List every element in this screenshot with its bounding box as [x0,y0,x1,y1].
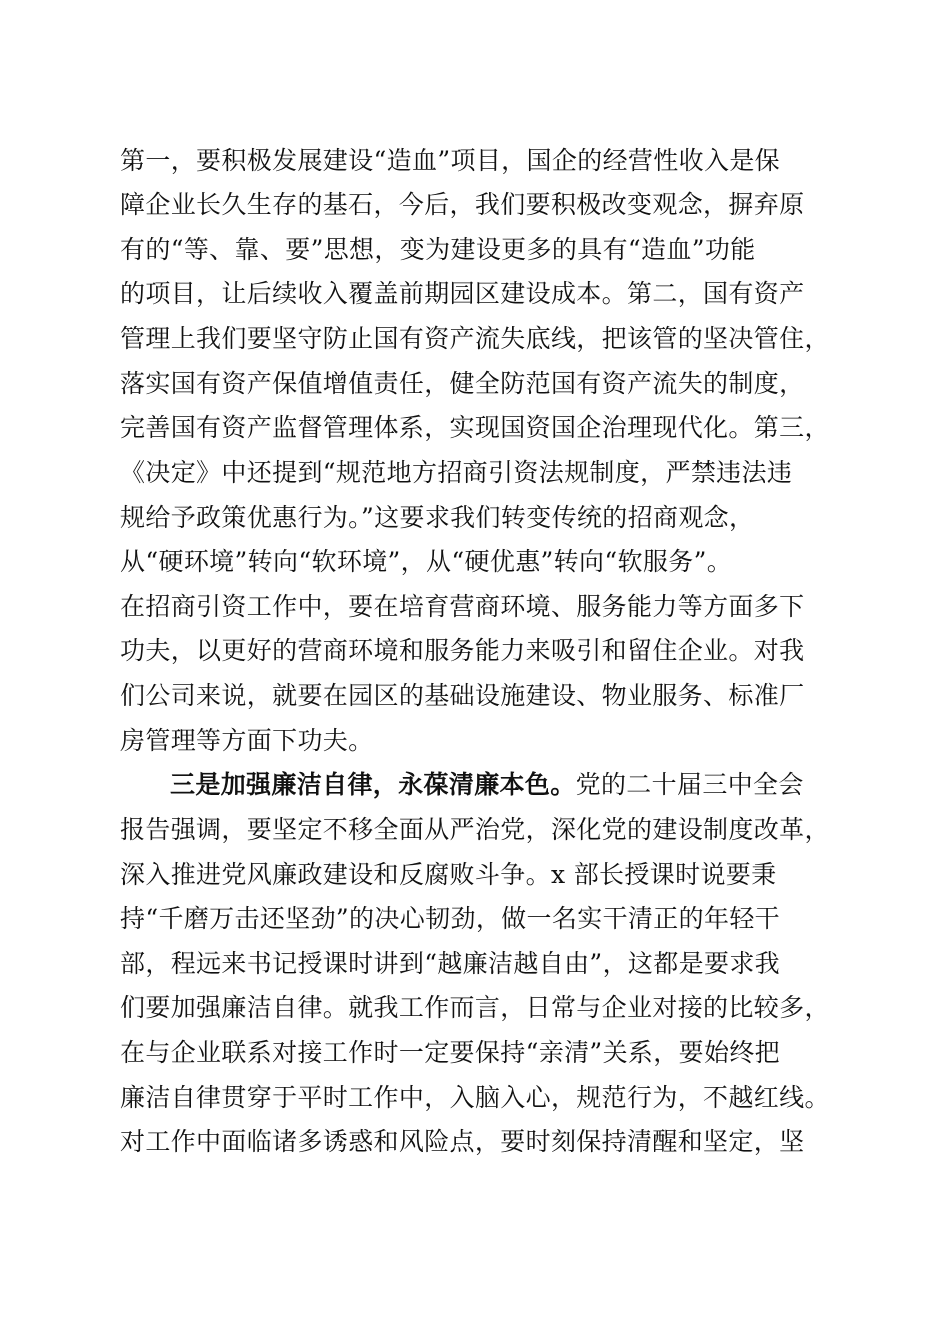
paragraph-2-line-2: 报告强调，要坚定不移全面从严治党，深化党的建设制度改革， [120,815,830,844]
paragraph-2-line-1 [170,767,832,803]
paragraph-1-line-13: 们公司来说，就要在园区的基础设施建设、物业服务、标准厂 [120,681,805,710]
paragraph-1-line-4: 的项目，让后续收入覆盖前期园区建设成本。第二，国有资产 [120,279,805,308]
paragraph-1-line-8: 《决定》中还提到“规范地方招商引资法规制度，严禁违法违 [120,458,793,487]
paragraph-1-line-9: 规给予政策优惠行为。”这要求我们转变传统的招商观念， [120,503,755,532]
paragraph-1-line-10: 从“硬环境”转向“软环境”，从“硬优惠”转向“软服务”。 [120,547,733,576]
paragraph-1-line-1: 第一，要积极发展建设“造血”项目，国企的经营性收入是保 [120,146,781,175]
paragraph-1-line-6: 落实国有资产保值增值责任，健全防范国有资产流失的制度， [120,369,805,398]
paragraph-2-line-3: 深入推进党风廉政建设和反腐败斗争。x 部长授课时说要秉 [120,860,777,889]
paragraph-1-line-14: 房管理等方面下功夫。 [120,726,374,755]
paragraph-1-line-5: 管理上我们要坚守防止国有资产流失底线，把该管的坚决管住， [120,324,830,353]
paragraph-1-line-7: 完善国有资产监督管理体系，实现国资国企治理现代化。第三， [120,413,830,442]
paragraph-1-line-12: 功夫，以更好的营商环境和服务能力来吸引和留住企业。对我 [120,636,805,665]
paragraph-2-line-4: 持“千磨万击还坚劲”的决心韧劲，做一名实干清正的年轻干 [120,904,781,933]
paragraph-2-line-8: 廉洁自律贯穿于平时工作中，入脑入心，规范行为，不越红线。 [120,1083,830,1112]
paragraph-2-heading: 三是加强廉洁自律，永葆清廉本色。 [170,770,576,799]
paragraph-2-line-7: 在与企业联系对接工作时一定要保持“亲清”关系，要始终把 [120,1038,781,1067]
paragraph-2-line-5: 部，程远来书记授课时讲到“越廉洁越自由”，这都是要求我 [120,949,781,978]
paragraph-1-line-3: 有的“等、靠、要”思想，变为建设更多的具有“造血”功能 [120,235,756,264]
paragraph-2-line-6: 们要加强廉洁自律。就我工作而言，日常与企业对接的比较多， [120,993,830,1022]
paragraph-1-line-11: 在招商引资工作中，要在培育营商环境、服务能力等方面多下 [120,592,805,621]
paragraph-2-line-1-rest: 党的二十届三中全会 [575,770,804,799]
paragraph-2-line-9: 对工作中面临诸多诱惑和风险点，要时刻保持清醒和坚定，坚 [120,1127,805,1156]
paragraph-1-line-2: 障企业长久生存的基石，今后，我们要积极改变观念，摒弃原 [120,190,805,219]
